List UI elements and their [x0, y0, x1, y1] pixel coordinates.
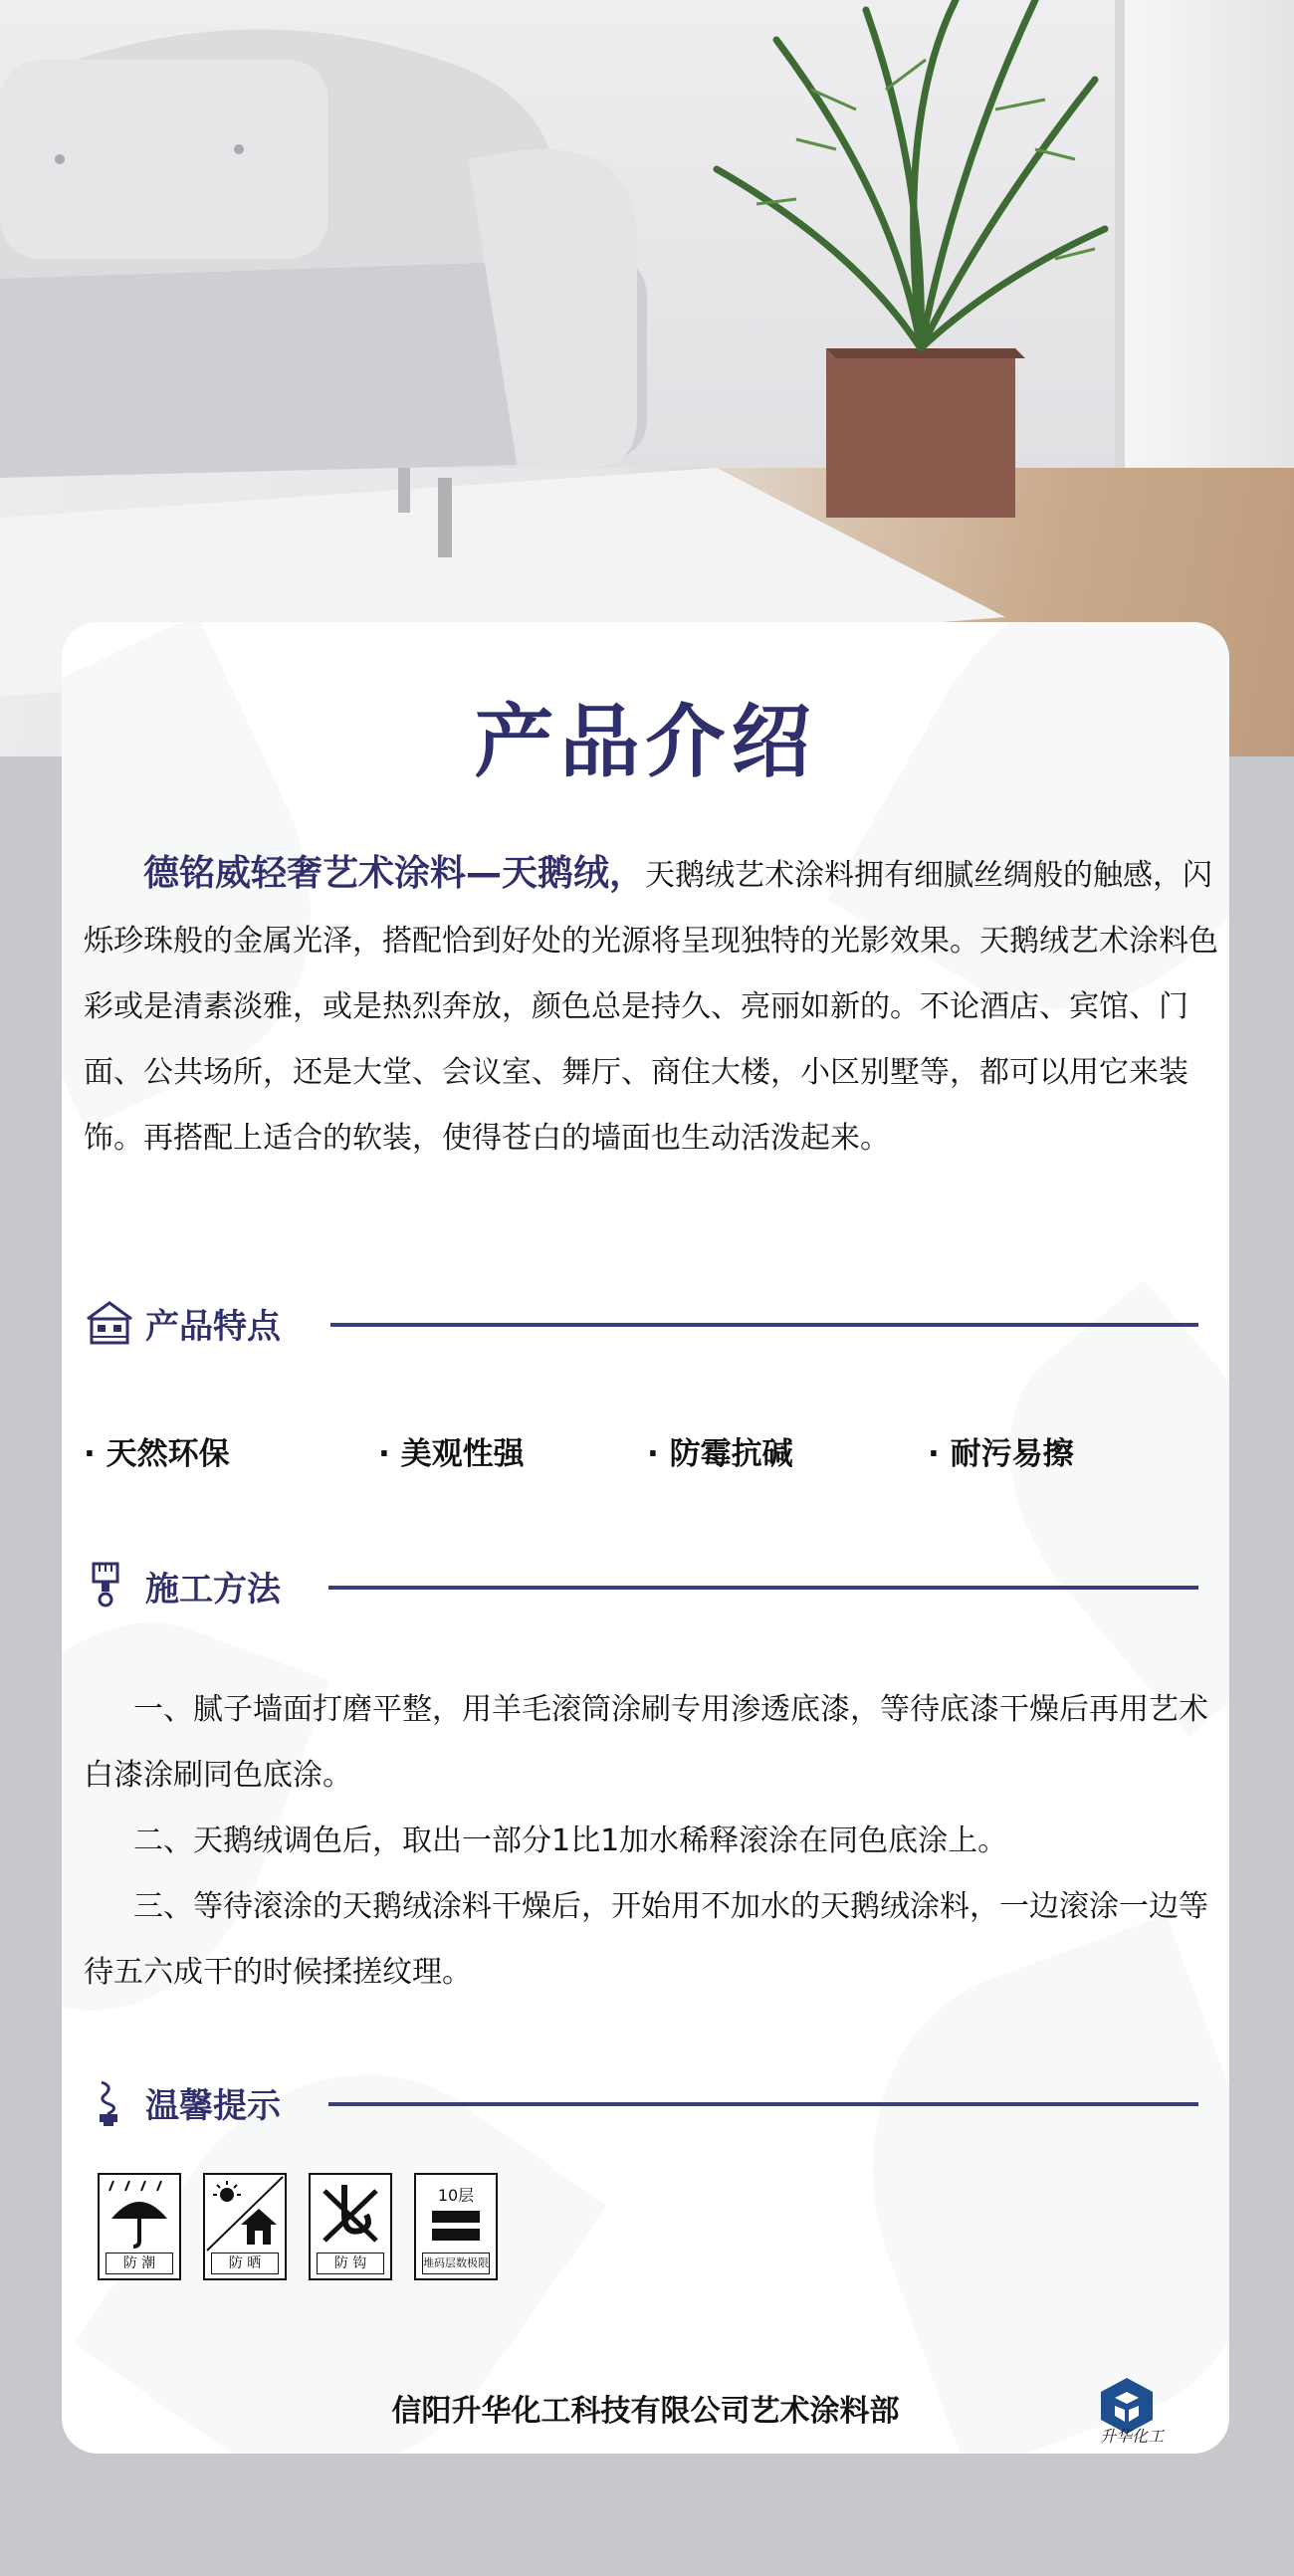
no-hook-icon [311, 2175, 390, 2253]
intro-lead: 德铭威轻奢艺术涂料—天鹅绒， [143, 853, 646, 894]
method-step-text: 二、天鹅绒调色后，取出一部分1比1加水稀释滚涂在同色底涂上。 [133, 1824, 1008, 1858]
method-section-header [84, 1554, 1198, 1613]
feature-item: · 防霉抗碱 [647, 1436, 793, 1472]
badge-caption: 防 钩 [317, 2253, 384, 2274]
sun-proof-badge [203, 2173, 287, 2280]
features-label: 产品特点 [145, 1307, 281, 1347]
page-title: 产品介绍 [474, 696, 817, 788]
method-steps [84, 1677, 1218, 2006]
stack-limit-count: 10层 [437, 2186, 475, 2205]
sun-house-icon [205, 2175, 285, 2253]
product-card [62, 622, 1229, 2454]
feature-item: · 耐污易擦 [928, 1436, 1074, 1472]
badge-caption: 防 潮 [106, 2253, 173, 2274]
company-name: 信阳升华化工科技有限公司艺术涂料部 [391, 2394, 900, 2429]
method-step [84, 1677, 1218, 1809]
method-step [84, 1874, 1218, 2006]
stack-limit-badge [414, 2173, 498, 2280]
house-icon [84, 1297, 135, 1349]
paint-brush-icon [84, 1560, 135, 1611]
moisture-proof-badge [98, 2173, 181, 2280]
features-section-header [84, 1291, 1198, 1351]
stack-limit-icon [416, 2175, 496, 2253]
intro-body: 天鹅绒艺术涂料拥有细腻丝绸般的触感，闪烁珍珠般的金属光泽，搭配恰到好处的光源将呈现独特的光影效果。天鹅绒艺术涂料色彩或是清素淡雅，或是热烈奔放，颜色总是持久、亮丽如新的。不论酒店、宾馆、门面、公共场所，还是大堂、会议室、舞厅、商住大楼，小区别墅等，都可以用它来装饰。再搭配上适合的软装，使得苍白的墙面也生动活泼起来。 [84, 858, 1218, 1156]
tips-label: 温馨提示 [145, 2086, 281, 2126]
light-bulb-icon [84, 2076, 135, 2128]
intro-paragraph [84, 841, 1218, 1172]
feature-item: · 美观性强 [378, 1436, 525, 1472]
no-hook-badge [309, 2173, 392, 2280]
method-step [84, 1809, 1218, 1874]
badge-caption: 堆码层数极限 [422, 2253, 490, 2274]
badge-caption: 防 晒 [211, 2253, 279, 2274]
section-rule [328, 2102, 1198, 2106]
logo-text: 升华化工 [1099, 2427, 1164, 2446]
method-label: 施工方法 [145, 1570, 281, 1610]
umbrella-icon [100, 2175, 179, 2253]
section-rule [328, 1586, 1198, 1590]
tips-section-header [84, 2070, 1198, 2130]
method-step-text: 一、腻子墙面打磨平整，用羊毛滚筒涂刷专用渗透底漆，等待底漆干燥后再用艺术白漆涂刷同色底涂。 [84, 1692, 1208, 1793]
feature-item: · 天然环保 [84, 1436, 230, 1472]
section-rule [330, 1323, 1198, 1327]
method-step-text: 三、等待滚涂的天鹅绒涂料干燥后，开始用不加水的天鹅绒涂料，一边滚涂一边等待五六成干的时候揉搓纹理。 [84, 1889, 1208, 1990]
